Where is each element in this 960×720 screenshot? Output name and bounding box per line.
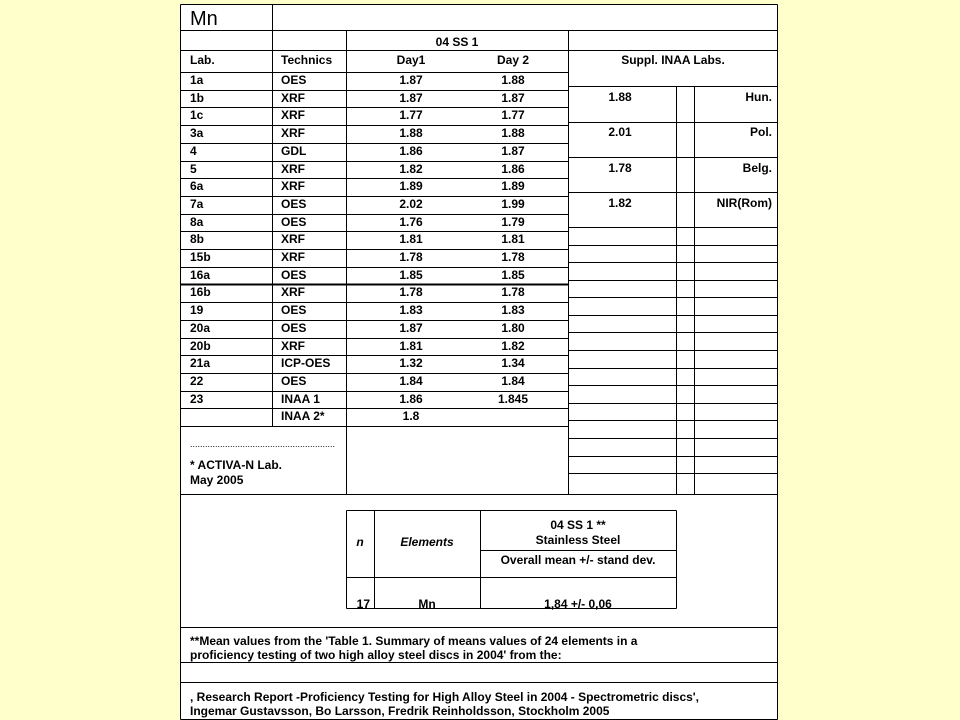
technics-cell: INAA 1 [281,391,320,406]
day1-cell: 1.83 [399,303,423,318]
day2-cell: 1.86 [501,161,525,176]
day1-cell: 1.87 [399,320,423,335]
technics-cell: INAA 2* [281,409,325,424]
suppl-value: 2.01 [608,125,632,139]
lab-cell: 23 [190,391,204,406]
lab-cell: 1b [190,90,205,105]
technics-cell: ICP-OES [281,356,331,371]
day2-cell: 1.88 [501,73,525,87]
footnote-dots: .......................................................... [190,439,336,449]
technics-cell: OES [281,196,307,211]
footnote-lab: * ACTIVA-N Lab. [190,458,282,472]
suppl-country: Hun. [745,90,772,104]
technics-cell: XRF [281,250,305,264]
day1-cell: 1.81 [399,338,423,353]
day1-cell: 1.87 [399,73,423,87]
lab-cell: 1a [190,73,204,87]
summary-element-value: Mn [418,597,436,611]
technics-cell: OES [281,373,307,388]
header-day1: Day1 [396,53,426,67]
lab-cell: 6a [190,179,204,194]
note-line-1: **Mean values from the 'Table 1. Summary of means values of 24 elements in a [190,634,638,648]
day2-cell: 1.77 [501,108,525,123]
day1-cell: 1.86 [399,391,423,406]
day2-cell: 1.87 [501,143,525,158]
lab-cell: 20b [190,338,211,353]
lab-cell: 3a [190,126,204,141]
technics-cell: XRF [281,338,305,353]
technics-cell: OES [281,73,307,87]
technics-cell: XRF [281,232,305,247]
element-title: Mn [190,8,218,30]
day1-cell: 1.8 [402,409,420,424]
day2-cell: 1.88 [501,126,525,141]
lab-cell: 1c [190,108,204,123]
technics-cell: XRF [281,285,305,300]
day2-cell: 1.83 [501,303,525,318]
technics-cell: XRF [281,90,305,105]
suppl-country: Pol. [749,125,772,139]
technics-cell: GDL [281,143,307,158]
lab-cell: 4 [190,143,197,158]
day1-cell: 1.82 [399,161,423,176]
day1-cell: 1.78 [399,285,423,300]
day1-cell: 1.78 [399,250,423,264]
day2-cell: 1.87 [501,90,525,105]
lab-cell: 8a [190,214,204,229]
suppl-value: 1.78 [608,161,632,175]
summary-material: Stainless Steel [535,533,621,547]
summary-elements-header: Elements [400,535,454,549]
lab-cell: 21a [190,356,211,371]
day2-cell: 1.84 [501,373,525,388]
day2-cell: 1.80 [501,320,525,335]
summary-sample-header: 04 SS 1 ** [550,518,606,532]
day2-cell: 1.81 [501,232,525,247]
day2-cell: 1.85 [501,267,525,282]
day2-cell: 1.78 [501,250,525,264]
day1-cell: 1.76 [399,214,423,229]
lab-cell: 16b [190,285,211,300]
day1-cell: 1.77 [399,108,423,123]
day1-cell: 1.84 [399,373,423,388]
header-suppl-inaa: Suppl. INAA Labs. [621,53,725,67]
reference-line-1: , Research Report -Proficiency Testing for High Alloy Steel in 2004 - Spectrometric discs', [190,690,699,704]
day2-cell: 1.99 [501,196,525,211]
day2-cell: 1.845 [497,391,529,406]
results-sheet [180,4,778,720]
day2-cell: 1.89 [501,179,525,194]
suppl-country: Belg. [742,161,772,175]
technics-cell: OES [281,303,307,318]
suppl-country: NIR(Rom) [716,196,772,210]
header-technics: Technics [281,53,333,67]
sample-header: 04 SS 1 [435,35,479,49]
lab-cell: 8b [190,232,205,247]
header-day2: Day 2 [496,53,530,67]
summary-n-value: 17 [356,597,370,611]
lab-cell: 16a [190,267,211,282]
lab-cell: 7a [190,196,204,211]
header-lab: Lab. [190,53,215,67]
lab-cell: 20a [190,320,211,335]
lab-cell: 22 [190,373,204,388]
footnote-date: May 2005 [190,473,244,487]
day1-cell: 1.88 [399,126,423,141]
note-line-2: proficiency testing of two high alloy steel discs in 2004' from the: [190,648,562,662]
day1-cell: 1.87 [399,90,423,105]
technics-cell: OES [281,214,307,229]
day2-cell: 1.34 [501,356,525,371]
technics-cell: OES [281,320,307,335]
suppl-value: 1.82 [608,196,632,210]
lab-cell: 5 [190,161,197,176]
day2-cell: 1.79 [501,214,525,229]
day1-cell: 1.81 [399,232,423,247]
day2-cell: 1.82 [501,338,525,353]
day1-cell: 1.89 [399,179,423,194]
summary-n-header: n [356,535,364,549]
summary-mean-value: 1,84 +/- 0,06 [544,597,612,611]
lab-cell: 15b [190,250,211,264]
technics-cell: XRF [281,126,305,141]
lab-cell: 19 [190,303,204,318]
technics-cell: XRF [281,108,305,123]
suppl-value: 1.88 [608,90,632,104]
day1-cell: 2.02 [399,196,423,211]
reference-line-2: Ingemar Gustavsson, Bo Larsson, Fredrik Reinholdsson, Stockholm 2005 [190,704,610,718]
day1-cell: 1.32 [399,356,423,371]
technics-cell: XRF [281,161,305,176]
technics-cell: XRF [281,179,305,194]
technics-cell: OES [281,267,307,282]
day2-cell: 1.78 [501,285,525,300]
day1-cell: 1.86 [399,143,423,158]
day1-cell: 1.85 [399,267,423,282]
summary-stat-header: Overall mean +/- stand dev. [500,553,656,567]
